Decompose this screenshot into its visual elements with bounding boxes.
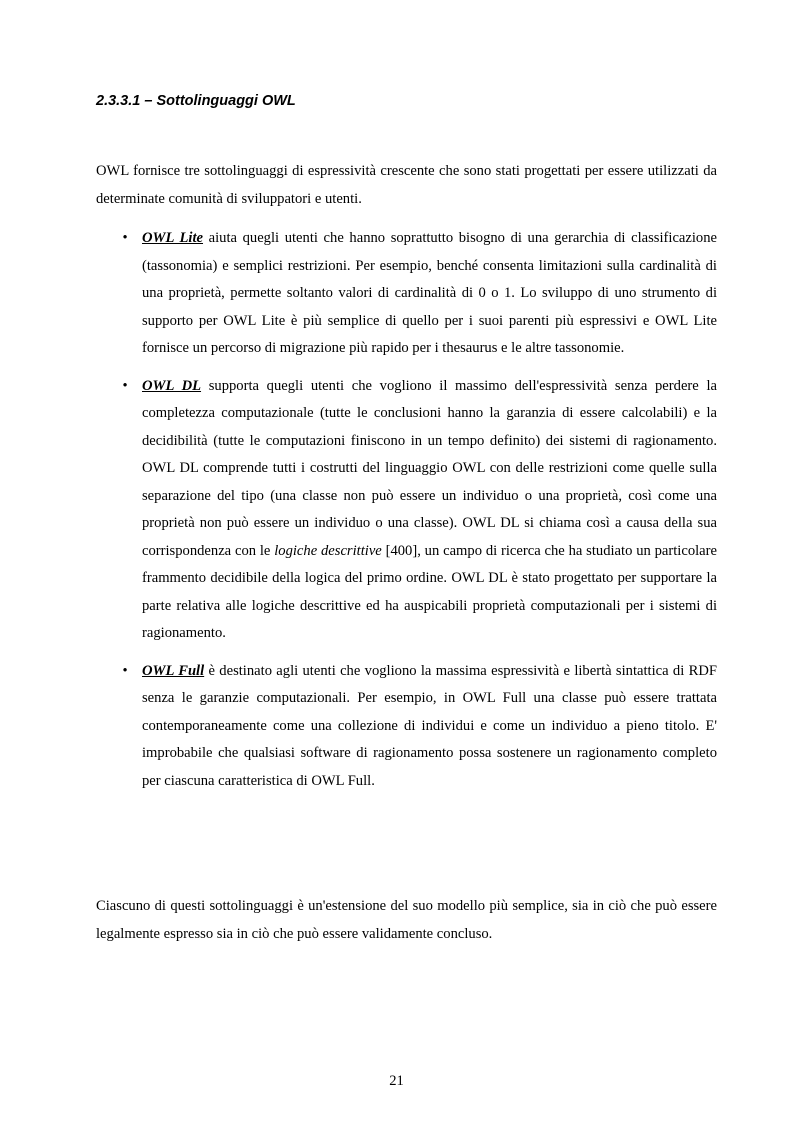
description-owl-full: è destinato agli utenti che vogliono la massima espressività e libertà sintattica di RDF senza le garanzie computazionali. Per esempio, in OWL Full una classe può essere trattata contemporaneamente come una collezione di individui e come un individuo a pieno titolo. E' improbabile che qualsiasi software di ragionamento possa sostenere un ragionamento completo per ciascuna caratteristica di OWL Full. xyxy=(142,662,717,789)
bullet-icon: • xyxy=(122,662,128,679)
bullet-icon: • xyxy=(122,377,128,394)
list-item-owl-dl xyxy=(96,373,717,648)
list-item-owl-full xyxy=(96,658,717,796)
sublanguage-list xyxy=(96,225,717,795)
description-owl-dl-part2: [400], un campo di ricerca che ha studiato un particolare frammento decidibile della logica del primo ordine. OWL DL è stato progettato per supportare la parte relativa alle logiche descrittive ed ha auspicabili proprietà computazionali per i sistemi di ragionamento. xyxy=(142,542,717,641)
section-heading: 2.3.3.1 – Sottolinguaggi OWL xyxy=(96,93,296,109)
emphasis-logiche-descrittive: logiche descrittive xyxy=(274,542,382,559)
bullet-icon: • xyxy=(122,230,128,246)
intro-paragraph: OWL fornisce tre sottolinguaggi di espressività crescente che sono stati progettati per essere utilizzati da determinate comunità di sviluppatori e utenti. xyxy=(96,163,717,207)
description-owl-lite: aiuta quegli utenti che hanno soprattutto bisogno di una gerarchia di classificazione (tassonomia) e semplici restrizioni. Per esempio, benché consenta limitazioni sulla cardinalità di una proprietà, permette soltanto valori di cardinalità di 0 o 1. Lo sviluppo di uno strumento di supporto per OWL Lite è più semplice di quello per i suoi parenti più espressivi e OWL Lite fornisce un percorso di migrazione più rapido per i thesaurus e le altre tassonomie. xyxy=(142,230,717,356)
closing-paragraph: Ciascuno di questi sottolinguaggi è un'estensione del suo modello più semplice, sia in ciò che può essere legalmente espresso sia in ciò che può essere validamente concluso. xyxy=(96,898,717,942)
page-number: 21 xyxy=(389,1073,404,1089)
list-item-owl-lite xyxy=(96,225,717,363)
description-owl-dl-part1: supporta quegli utenti che vogliono il massimo dell'espressività senza perdere la completezza computazionale (tutte le conclusioni hanno la garanzia di essere calcolabili) e la decidibilità (tutte le computazioni finiscono in un tempo definito) dei sistemi di ragionamento. OWL DL comprende tutti i costrutti del linguaggio OWL con delle restrizioni come quelle sulla separazione del tipo (una classe non può essere un individuo o una proprietà, così come una proprietà non può essere un individuo o una classe). OWL DL si chiama così a causa della sua corrispondenza con le xyxy=(142,377,717,559)
term-owl-lite: OWL Lite xyxy=(142,230,204,246)
term-owl-full: OWL Full xyxy=(142,662,205,679)
term-owl-dl: OWL DL xyxy=(142,377,202,394)
